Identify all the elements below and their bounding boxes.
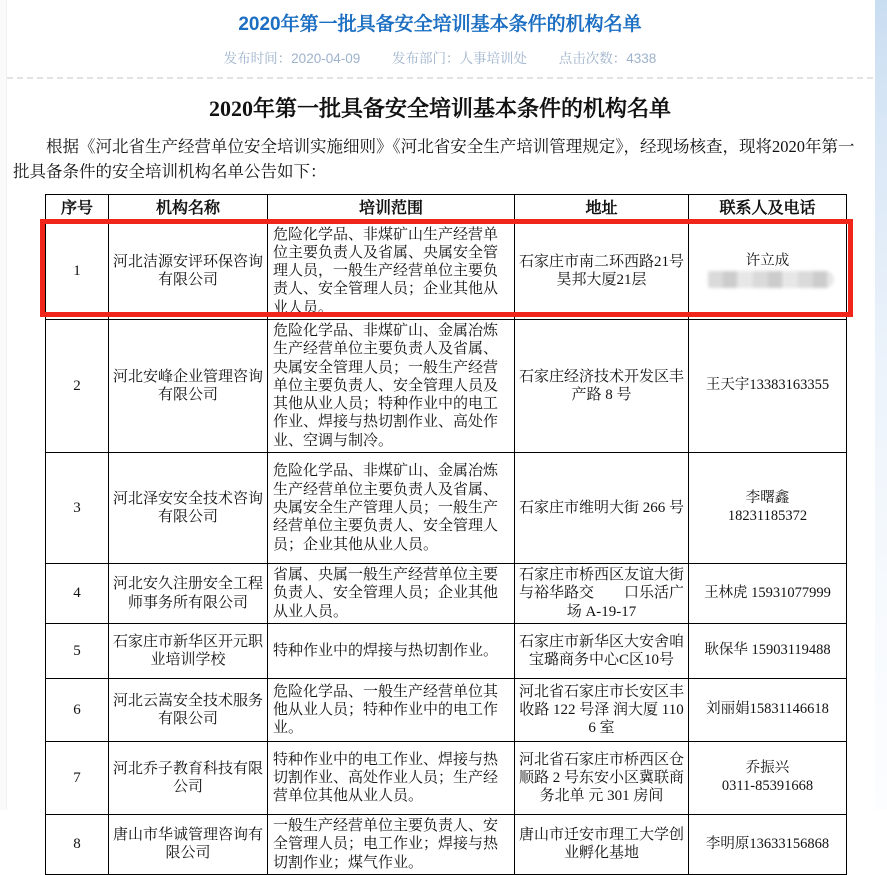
cell-seq: 7: [46, 741, 109, 814]
table-row: [46, 814, 847, 874]
cell-address: 石家庄市维明大街 266 号: [515, 453, 689, 564]
col-header-address: 地址: [515, 194, 689, 223]
table-row: [46, 453, 847, 564]
cell-org-name: 河北安峰企业管理咨询有限公司: [109, 319, 268, 452]
table-row: [46, 741, 847, 814]
cell-scope: 特种作业中的焊接与热切割作业。: [268, 623, 515, 678]
table-header-row: [46, 194, 847, 223]
cell-scope: 省属、央属一般生产经营单位主要负责人、安全管理人员；企业其他从业人员。: [268, 564, 515, 624]
intro-paragraph: 根据《河北省生产经营单位安全培训实施细则》《河北省安全生产培训管理规定》，经现场核查，现将2020年第一批具备条件的安全培训机构名单公告如下：: [13, 137, 855, 181]
table-row: [46, 623, 847, 678]
page-right-edge: [875, 0, 887, 810]
cell-seq: 8: [46, 814, 109, 874]
cell-address: 石家庄市新华区大安舍咱宝璐商务中心C区10号: [515, 623, 689, 678]
cell-scope: 一般生产经营单位主要负责人、安全管理人员；电工作业；焊接与热切割作业；煤气作业。: [268, 814, 515, 874]
cell-scope: 危险化学品、一般生产经营单位其他从业人员；特种作业中的电工作业。: [268, 678, 515, 741]
cell-seq: 3: [46, 453, 109, 564]
cell-address: 石家庄市桥西区友谊大街与裕华路交 口乐活广场 A-19-17: [515, 564, 689, 624]
cell-org-name: 河北云嵩安全技术服务有限公司: [109, 678, 268, 741]
cell-contact: 王天宇13383163355: [689, 319, 847, 452]
cell-org-name: 河北泽安安全技术咨询有限公司: [109, 453, 268, 564]
table-row: [46, 319, 847, 452]
table-row: [46, 678, 847, 741]
cell-seq: 1: [46, 223, 109, 319]
cell-address: 石家庄经济技术开发区丰产路 8 号: [515, 319, 689, 452]
cell-org-name: 石家庄市新华区开元职业培训学校: [109, 623, 268, 678]
contact-name: 许立成: [745, 253, 790, 270]
page-title: 2020年第一批具备安全培训基本条件的机构名单: [238, 14, 642, 35]
page-left-edge: [0, 0, 7, 810]
redacted-phone: [708, 271, 834, 288]
publish-department: 发布部门：人事培训处: [392, 51, 527, 66]
cell-scope: 特种作业中的电工作业、焊接与热切割作业、高处作业人员；生产经营单位其他从业人员。: [268, 741, 515, 814]
cell-contact: 乔振兴 0311-85391668: [689, 741, 847, 814]
cell-contact: 耿保华 15903119488: [689, 623, 847, 678]
cell-contact: 刘丽娟15831146618: [689, 678, 847, 741]
institutions-table: [45, 194, 847, 875]
cell-org-name: 河北安久注册安全工程师事务所有限公司: [109, 564, 268, 624]
col-header-scope: 培训范围: [268, 194, 515, 223]
page-header: [7, 0, 873, 79]
col-header-org: 机构名称: [109, 194, 268, 223]
table-row: [46, 223, 847, 319]
cell-scope: 危险化学品、非煤矿山生产经营单位主要负责人及省属、央属安全管理人员，一般生产经营单位主要负责人、安全管理人员；企业其他从业人员。: [268, 223, 515, 319]
content-area: [7, 0, 873, 875]
col-header-contact: 联系人及电话: [689, 194, 847, 223]
cell-seq: 6: [46, 678, 109, 741]
cell-address: 唐山市迁安市理工大学创业孵化基地: [515, 814, 689, 874]
page-meta: [7, 47, 873, 67]
cell-org-name: 河北洁源安评环保咨询有限公司: [109, 223, 268, 319]
cell-seq: 4: [46, 564, 109, 624]
publish-time: 发布时间：2020-04-09: [223, 51, 361, 66]
cell-address: 石家庄市南二环西路21号昊邦大厦21层: [515, 223, 689, 319]
cell-address: 河北省石家庄市桥西区仓顺路 2 号东安小区冀联商务北单 元 301 房间: [515, 741, 689, 814]
table-row: [46, 564, 847, 624]
institutions-table-wrap: [45, 194, 846, 875]
cell-org-name: 唐山市华诚管理咨询有限公司: [109, 814, 268, 874]
cell-scope: 危险化学品、非煤矿山、金属冶炼生产经营单位主要负责人及省属、央属安全管理人员；一般生产经营单位主要负责人、安全管理人员及其他从业人员；特种作业中的电工作业、焊接与热切割作业、高处作业、空调与制冷。: [268, 319, 515, 452]
cell-address: 河北省石家庄市长安区丰收路 122 号泽 润大厦 1106 室: [515, 678, 689, 741]
col-header-seq: 序号: [46, 194, 109, 223]
cell-contact: [689, 223, 847, 319]
click-count: 点击次数：4338: [558, 51, 657, 66]
cell-org-name: 河北乔子教育科技有限公司: [109, 741, 268, 814]
document-title: 2020年第一批具备安全培训基本条件的机构名单: [208, 96, 671, 121]
cell-contact: 李明原13633156868: [689, 814, 847, 874]
cell-contact: 李曙鑫 18231185372: [689, 453, 847, 564]
cell-contact: 王林虎 15931077999: [689, 564, 847, 624]
cell-seq: 5: [46, 623, 109, 678]
cell-seq: 2: [46, 319, 109, 452]
cell-scope: 危险化学品、非煤矿山、金属冶炼生产经营单位主要负责人及省属、央属安全生产管理人员；一般生产经营单位主要负责人、安全管理人员；企业其他从业人员。: [268, 453, 515, 564]
